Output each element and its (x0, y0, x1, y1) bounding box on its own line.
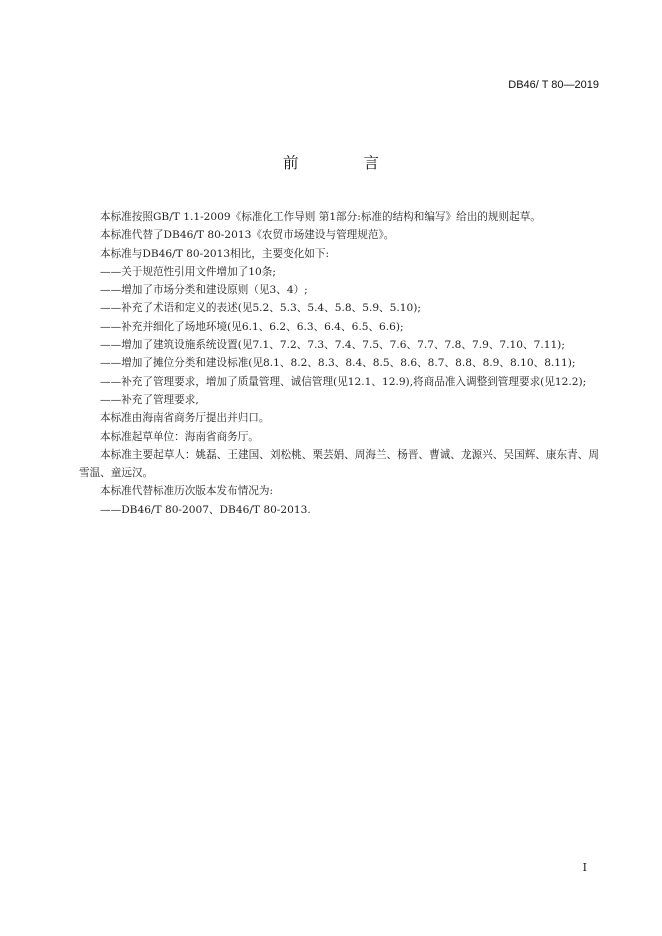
change-item: ——增加了建筑设施系统设置(见7.1、7.2、7.3、7.4、7.5、7.6、7.7、7.8、7.9、7.10、7.11); (100, 339, 565, 352)
change-item: ——增加了市场分类和建设原则（见3、4）; (100, 284, 308, 297)
paragraph-proposer: 本标准由海南省商务厅提出并归口。 (100, 412, 270, 425)
paragraph-drafters: 本标准主要起草人：姚磊、王建国、刘松桃、栗芸娟、周海兰、杨晋、曹诚、龙源兴、吴国辉、康东青、周雪温、童远汉。 (79, 448, 599, 480)
page-number: I (582, 861, 587, 874)
paragraph-history: ——DB46/T 80-2007、DB46/T 80-2013. (100, 503, 311, 516)
standard-code: DB46/ T 80—2019 (508, 79, 599, 91)
paragraph-replaces: 本标准代替了DB46/T 80-2013《农贸市场建设与管理规范》。 (100, 229, 395, 242)
change-item: ——增加了摊位分类和建设标准(见8.1、8.2、8.3、8.4、8.5、8.6、8.7、8.8、8.9、8.10、8.11); (100, 357, 576, 370)
paragraph-history-intro: 本标准代替标准历次版本发布情况为: (100, 485, 274, 498)
change-item: ——补充并细化了场地环境(见6.1、6.2、6.3、6.4、6.5、6.6); (100, 320, 404, 333)
paragraph-drafting-unit: 本标准起草单位：海南省商务厅。 (100, 430, 259, 443)
change-item: ——关于规范性引用文件增加了10条; (100, 265, 276, 278)
change-item: ——补充了管理要求，增加了质量管理、诚信管理(见12.1、12.9),将商品准入调整到管理要求(见12.2); (100, 375, 587, 388)
paragraph-drafting-rules: 本标准按照GB/T 1.1-2009《标准化工作导则 第1部分:标准的结构和编写》给出的规则起草。 (100, 211, 541, 223)
paragraph-changes-intro: 本标准与DB46/T 80-2013相比，主要变化如下: (100, 247, 330, 260)
foreword-body (79, 208, 599, 519)
page-title: 前 言 (283, 154, 409, 172)
change-item: ——补充了管理要求, (100, 393, 199, 406)
change-item: ——补充了术语和定义的表述(见5.2、5.3、5.4、5.8、5.9、5.10); (100, 302, 421, 315)
